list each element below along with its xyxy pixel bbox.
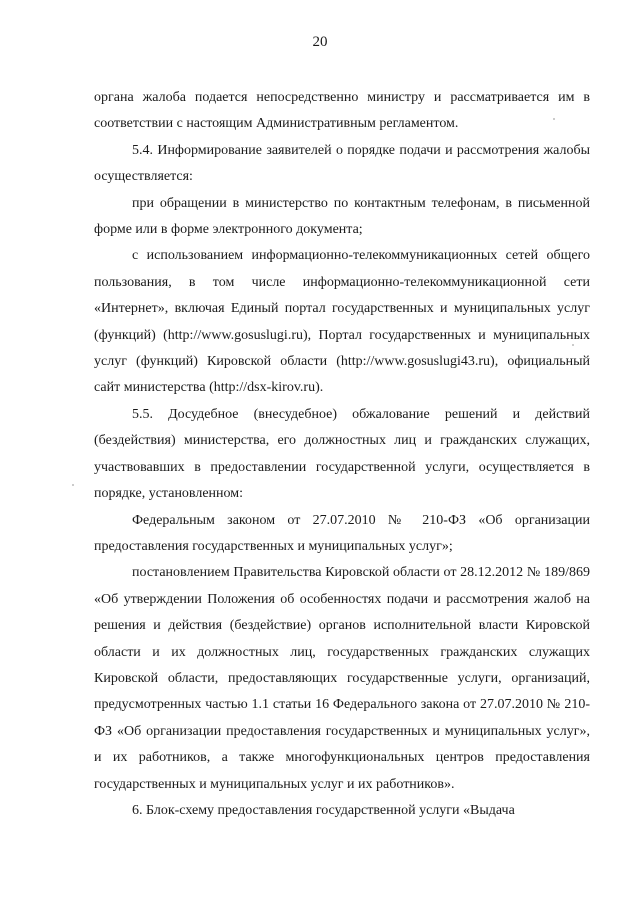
- paragraph-internet-portals: с использованием информационно-телекоммуникационных сетей общего пользования, в том числе информационно-телекоммуникационной сети «Интернет», включая Единый портал государственных и муниципальных услуг (функций) (http://www.gosuslugi.ru), Портал государственных и муниципальных услуг (функций) Кировской области (http://www.gosuslugi43.ru), официальный сайт министерства (http://dsx-kirov.ru).: [94, 248, 590, 396]
- scan-speck: [553, 118, 555, 120]
- paragraph-contact-methods: при обращении в министерство по контактным телефонам, в письменной форме или в форме электронного документа;: [94, 195, 590, 238]
- paragraph-5-5-appeal: 5.5. Досудебное (внесудебное) обжалование решений и действий (бездействия) министерства, его должностных лиц и гражданских служащих, участвовавших в предоставлении государственной услуги, осуществляется в порядке, установленном:: [94, 406, 590, 502]
- scan-speck: [72, 484, 74, 486]
- document-body: [94, 85, 590, 824]
- paragraph-complaint-addressee: органа жалоба подается непосредственно министру и рассматривается им в соответствии с настоящим Административным регламентом.: [94, 90, 590, 132]
- paragraph-5-4-informing: 5.4. Информирование заявителей о порядке подачи и рассмотрения жалобы осуществляется:: [94, 142, 590, 185]
- paragraph-6-flowchart: 6. Блок-схему предоставления государственной услуги «Выдача: [132, 802, 515, 818]
- paragraph-federal-law: Федеральным законом от 27.07.2010 № 210-ФЗ «Об организации предоставления государственных и муниципальных услуг»;: [94, 512, 590, 554]
- paragraph-government-resolution: постановлением Правительства Кировской области от 28.12.2012 № 189/869 «Об утверждении Положения об особенностях подачи и рассмотрения жалоб на решения и действия (бездействие) органов исполнительной власти Кировской области и их должностных лиц, государственных гражданских служащих Кировской области, предоставляющих государственные услуги, организаций, предусмотренных частью 1.1 статьи 16 Федерального закона от 27.07.2010 № 210-ФЗ «Об организации предоставления государственных и муниципальных услуг», и их работников, а также многофункциональных центров предоставления государственных и муниципальных услуг и их работников».: [94, 565, 590, 792]
- scan-speck: [572, 344, 574, 346]
- page-number: 20: [312, 34, 328, 50]
